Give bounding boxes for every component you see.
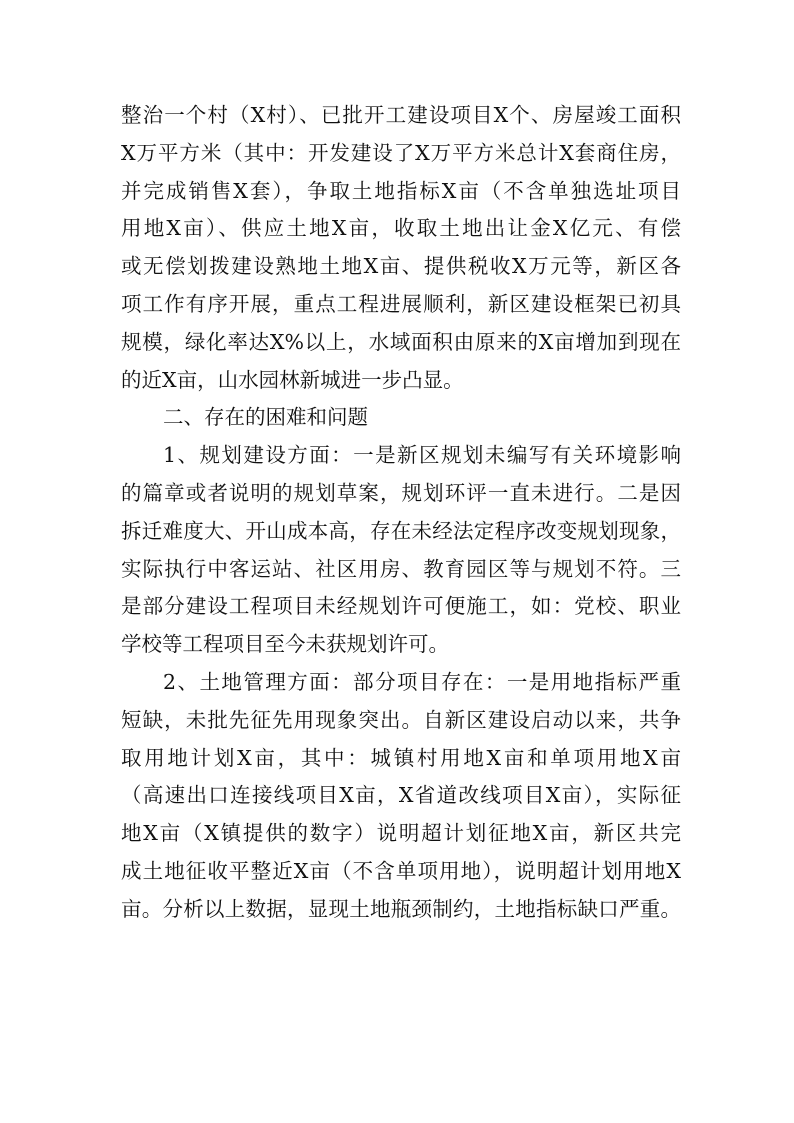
text-line: 的篇章或者说明的规划草案，规划环评一直未进行。二是因 — [121, 480, 681, 505]
text-line: 拆迁难度大、开山成本高，存在未经法定程序改变规划现象， — [121, 518, 681, 543]
text-line: 项工作有序开展，重点工程进展顺利，新区建设框架已初具 — [121, 291, 681, 316]
section-heading: 二、存在的困难和问题 — [163, 405, 368, 430]
text-line: 或无偿划拨建设熟地土地X亩、提供税收X万元等，新区各 — [121, 254, 681, 279]
text-line: 整治一个村（X村）、已批开工建设项目X个、房屋竣工面积 — [121, 103, 681, 127]
paragraph-summary — [121, 97, 681, 399]
text-line: 短缺，未批先征先用现象突出。自新区建设启动以来，共争 — [121, 707, 681, 732]
document-body — [121, 97, 681, 929]
text-line: X万平方米（其中：开发建设了X万平方米总计X套商住房， — [121, 140, 681, 165]
text-line: 成土地征收平整近X亩（不含单项用地），说明超计划用地X — [121, 858, 681, 883]
text-line: 1、规划建设方面：一是新区规划未编写有关环境影响 — [163, 443, 681, 468]
text-line: （高速出口连接线项目X亩，X省道改线项目X亩），实际征 — [121, 783, 681, 808]
text-line: 用地X亩）、供应土地X亩，收取土地出让金X亿元、有偿 — [121, 216, 681, 241]
text-line: 2、土地管理方面：部分项目存在：一是用地指标严重 — [163, 669, 681, 694]
text-line: 地X亩（X镇提供的数字）说明超计划征地X亩，新区共完 — [121, 821, 681, 846]
text-line: 是部分建设工程项目未经规划许可便施工，如：党校、职业 — [121, 594, 681, 619]
paragraph-land-management — [121, 664, 681, 929]
text-line: 并完成销售X套），争取土地指标X亩（不含单独选址项目 — [121, 178, 681, 203]
paragraph-planning — [121, 437, 681, 664]
text-line: 的近X亩，山水园林新城进一步凸显。 — [121, 367, 464, 392]
text-line: 亩。分析以上数据，显现土地瓶颈制约，土地指标缺口严重。 — [121, 896, 681, 921]
text-line: 取用地计划X亩，其中：城镇村用地X亩和单项用地X亩 — [121, 745, 681, 770]
text-line: 实际执行中客运站、社区用房、教育园区等与规划不符。三 — [121, 556, 681, 581]
text-line: 学校等工程项目至今未获规划许可。 — [121, 632, 449, 657]
text-line: 规模，绿化率达X%以上，水域面积由原来的X亩增加到现在 — [121, 329, 681, 354]
